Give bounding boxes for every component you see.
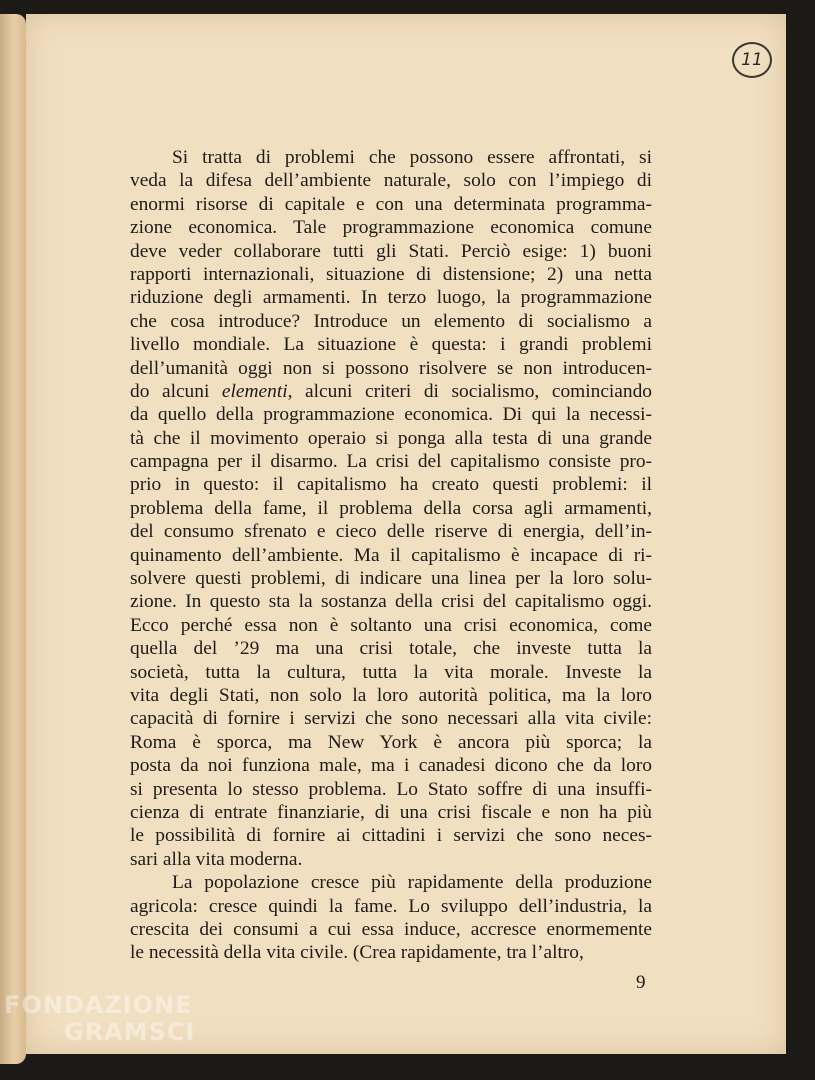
text-line: capacità di fornire i servizi che sono necessari alla vita civile: <box>130 708 652 730</box>
text-line: enormi risorse di capitale e con una determinata programma- <box>130 193 652 215</box>
text-line: La popolazione cresce più rapidamente della produzione <box>172 872 652 894</box>
text-line: le necessità della vita civile. (Crea rapidamente, tra l’altro, <box>130 942 584 964</box>
page-number: 9 <box>636 972 646 993</box>
text-line: crescita dei consumi a cui essa induce, accresce enormemente <box>130 918 652 940</box>
text-line: deve veder collaborare tutti gli Stati. Perciò esige: 1) buoni <box>130 240 652 262</box>
text-line: solvere questi problemi, di indicare una linea per la loro solu- <box>130 568 652 590</box>
text-line: cienza di entrate finanziarie, di una crisi fiscale e non ha più <box>130 801 652 823</box>
paragraph-1 <box>130 146 652 871</box>
text-line: che cosa introduce? Introduce un elemento di socialismo a <box>130 310 652 332</box>
text-line: campagna per il disarmo. La crisi del capitalismo consiste pro- <box>130 451 652 473</box>
text-line: società, tutta la cultura, tutta la vita morale. Investe la <box>130 661 652 683</box>
text-line: del consumo sfrenato e cieco delle riserve di energia, dell’in- <box>130 521 652 543</box>
text-line: livello mondiale. La situazione è questa: i grandi problemi <box>130 334 652 356</box>
text-line: Ecco perché essa non è soltanto una crisi economica, come <box>130 614 652 636</box>
text-line: prio in questo: il capitalismo ha creato questi problemi: il <box>130 474 652 496</box>
text-line: posta da noi funziona male, ma i canadesi dicono che da loro <box>130 755 652 777</box>
watermark-line-1: FONDAZIONE <box>4 991 193 1019</box>
watermark-line-2: GRAMSCI <box>64 1018 196 1046</box>
text-line: rapporti internazionali, situazione di distensione; 2) una netta <box>130 263 652 285</box>
text-line: Si tratta di problemi che possono essere affrontati, si <box>172 147 652 168</box>
body-text <box>130 146 652 965</box>
text-line: zione economica. Tale programmazione economica comune <box>130 217 652 239</box>
text-line: riduzione degli armamenti. In terzo luogo, la programmazione <box>130 287 652 309</box>
text-line: vita degli Stati, non solo la loro autorità politica, ma la loro <box>130 684 652 706</box>
text-line: zione. In questo sta la sostanza della crisi del capitalismo oggi. <box>130 591 652 613</box>
text-line: le possibilità di fornire ai cittadini i servizi che sono neces- <box>130 825 652 847</box>
text-line: quella del ’29 ma una crisi totale, che investe tutta la <box>130 638 652 660</box>
watermark-logo <box>4 992 195 1046</box>
text-line: si presenta lo stesso problema. Lo Stato soffre di una insuffi- <box>130 778 652 800</box>
text-line: problema della fame, il problema della corsa agli armamenti, <box>130 497 652 519</box>
paragraph-2 <box>130 871 652 965</box>
book-page <box>26 14 786 1054</box>
text-line: quinamento dell’ambiente. Ma il capitalismo è incapace di ri- <box>130 544 652 566</box>
text-line: sari alla vita moderna. <box>130 848 303 870</box>
text-line: agricola: cresce quindi la fame. Lo sviluppo dell’industria, la <box>130 895 652 917</box>
emphasis: elementi <box>221 380 288 402</box>
text-line: da quello della programmazione economica. Di qui la necessi- <box>130 404 652 426</box>
text-line: tà che il movimento operaio si ponga alla testa di una grande <box>130 427 652 449</box>
text-line: veda la difesa dell’ambiente naturale, solo con l’impiego di <box>130 170 652 192</box>
book-spine <box>0 14 26 1064</box>
text-line: do alcuni elementi, alcuni criteri di socialismo, cominciando <box>130 380 653 402</box>
handwritten-page-mark: 11 <box>732 42 772 78</box>
text-line: dell’umanità oggi non si possono risolvere se non introducen- <box>130 357 652 379</box>
text-line: Roma è sporca, ma New York è ancora più sporca; la <box>130 731 652 753</box>
